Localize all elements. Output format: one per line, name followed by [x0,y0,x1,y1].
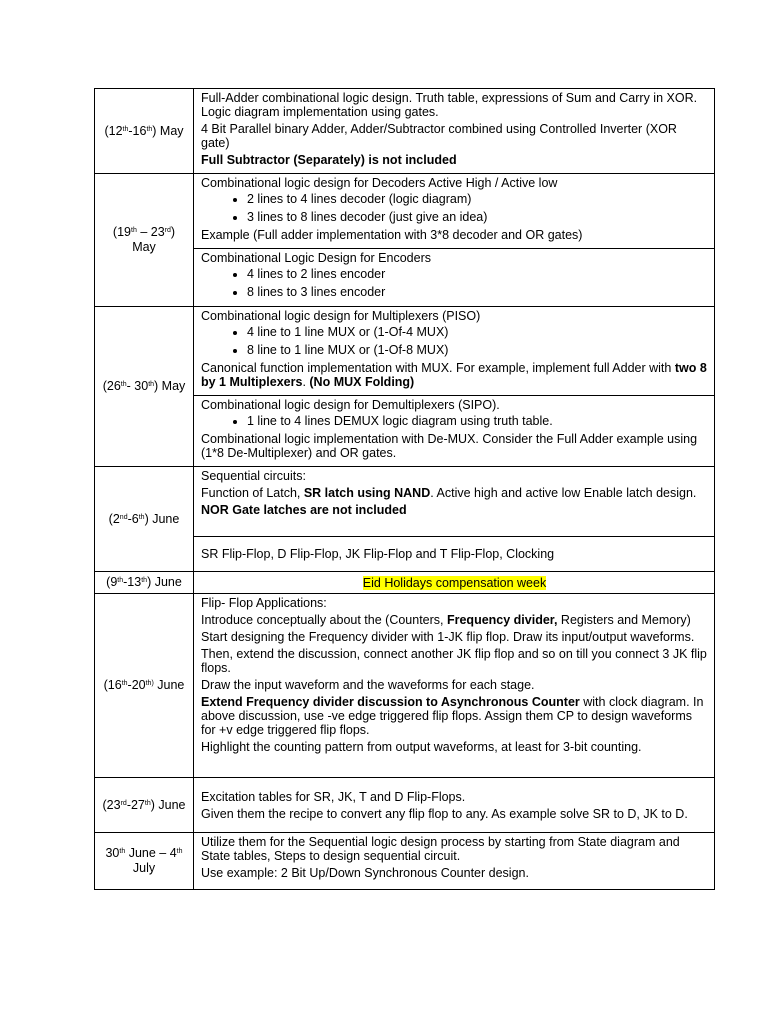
topic-bold-note: Full Subtractor (Separately) is not included [201,153,457,167]
topic-text: Canonical function implementation with MUX. For example, implement full Adder with [201,361,675,375]
topic-text: Flip- Flop Applications: [201,596,327,610]
topic-text: Combinational logic design for Decoders Active High / Active low [201,176,558,190]
date-text: -16 [128,123,147,138]
date-sup: th [146,125,153,133]
date-text: June [153,678,185,692]
topic-cell [194,572,715,594]
topic-text: Registers and Memory) [557,613,691,627]
date-sup: th [119,848,126,855]
topic-text: Combinational Logic Design for Encoders [201,251,431,265]
topic-cell [194,89,715,174]
topic-text: Then, extend the discussion, connect another JK flip flop and so on till you connect 3 JK flip flops. [201,647,707,675]
topic-cell [194,249,715,307]
topic-cell [194,396,715,467]
table-row [95,778,715,833]
topic-bold-note: Frequency divider, [446,613,558,627]
date-sup: th [122,125,129,133]
week-date-cell [95,778,194,833]
date-sup: th [144,799,151,807]
date-sup: nd [119,513,128,521]
week-date-cell [95,307,194,467]
date-text: -13 [123,575,142,589]
topic-cell [194,833,715,890]
date-text: (12 [104,123,123,138]
topic-text: Full-Adder combinational logic design. Truth table, expressions of Sum and Carry in XOR. Logic diagram implementation using gates. [201,91,698,119]
holiday-highlight-text: Eid Holidays compensation week [362,575,547,590]
topic-bold-note: NOR Gate latches are not included [201,503,407,517]
date-text: (9 [106,575,118,589]
week-date-cell [95,572,194,594]
topic-text: . [302,375,310,389]
date-text: – 23 [136,225,165,239]
date-sup: th [141,577,148,584]
week-date-cell [95,594,194,778]
date-text: July [132,861,156,875]
table-row [95,307,715,396]
date-text: -20 [127,678,146,692]
date-text: -27 [126,797,145,812]
list-item: • 4 lines to 2 lines encoder [247,267,708,281]
date-text: June – 4 [125,846,177,860]
topic-bullet-list [201,192,708,224]
topic-text: Introduce conceptually about the (Counters, [201,613,447,627]
date-sup: rd [120,799,127,807]
date-text: -6 [127,511,139,526]
topic-text: SR Flip-Flop, D Flip-Flop, JK Flip-Flop and T Flip-Flop, Clocking [201,547,555,561]
list-item: • 8 lines to 3 lines encoder [247,285,708,299]
date-text: (2 [108,511,120,526]
list-item: • 2 lines to 4 lines decoder (logic diagram) [247,192,708,206]
topic-cell [194,467,715,537]
topic-cell [194,174,715,249]
date-text: ) June [150,797,186,812]
date-sup: th [148,381,155,388]
topic-text: Utilize them for the Sequential logic design process by starting from State diagram and State tables, Steps to design sequential circuit. [201,835,680,863]
date-sup: th [120,381,127,388]
topic-text: Draw the input waveform and the waveforms for each stage. [201,678,535,692]
date-text: May [132,240,156,254]
topic-text: Use example: 2 Bit Up/Down Synchronous Counter design. [201,866,529,880]
date-sup: th [121,680,128,687]
date-text: (19 [112,225,131,239]
date-text: ) June [144,511,180,526]
date-sup: th) [145,680,154,687]
week-date-cell [95,467,194,572]
topic-cell [194,307,715,396]
table-row [95,594,715,778]
syllabus-schedule-table [94,88,715,890]
topic-text: Highlight the counting pattern from output waveforms, at least for 3-bit counting. [201,740,642,754]
topic-text: Function of Latch, [201,486,304,500]
date-text: ) June [147,575,182,589]
topic-text: Given them the recipe to convert any flip flop to any. As example solve SR to D, JK to D. [201,806,688,821]
table-row [95,174,715,249]
topic-cell [194,594,715,778]
table-row [95,572,715,594]
topic-bold-note: two 8 by 1 Multiplexers [201,361,707,389]
date-sup: th [117,577,124,584]
list-item: • 3 lines to 8 lines decoder (just give an idea) [247,210,708,224]
topic-cell [194,778,715,833]
topic-text: Sequential circuits: [201,469,306,483]
topic-text: Combinational logic design for Multiplexers (PISO) [201,309,481,323]
date-text: ) [170,225,176,239]
date-text: (26 [102,379,121,393]
topic-text: Excitation tables for SR, JK, T and D Flip-Flops. [201,789,466,804]
date-text: (23 [102,797,121,812]
table-row [95,833,715,890]
date-text: (16 [103,678,122,692]
week-date-cell [95,89,194,174]
topic-text: Combinational logic design for Demultiplexers (SIPO). [201,398,500,412]
topic-bold-note: Extend Frequency divider discussion to Asynchronous Counter [201,695,580,709]
date-sup: th [131,227,137,234]
topic-bullet-list [201,325,708,357]
topic-bold-note: (No MUX Folding) [309,375,415,389]
topic-text: with clock diagram. In above discussion, use -ve edge triggered flip flops. Assign them CP to design waveforms for +v edge triggered flip flops. [201,695,704,737]
date-text: 30 [105,846,120,860]
topic-bullet-list [201,267,708,299]
date-sup: th [138,513,145,521]
topic-text: 4 Bit Parallel binary Adder, Adder/Subtractor combined using Controlled Inverter (XOR gate) [201,122,677,150]
date-text: ) May [152,123,184,138]
date-sup: rd [164,227,171,234]
table-row [95,89,715,174]
topic-cell [194,537,715,572]
topic-bullet-list [201,414,708,428]
topic-text: . Active high and active low Enable latch design. [430,486,697,500]
list-item: • 4 line to 1 line MUX or (1-Of-4 MUX) [247,325,708,339]
topic-text: Combinational logic implementation with De-MUX. Consider the Full Adder example using (1*8 De-Multiplexer) and OR gates. [201,432,698,460]
week-date-cell [95,174,194,307]
topic-text: Start designing the Frequency divider with 1-JK flip flop. Draw its input/output waveforms. [201,630,695,644]
date-sup: th [176,848,183,855]
table-row [95,467,715,537]
list-item: • 1 line to 4 lines DEMUX logic diagram using truth table. [247,414,708,428]
topic-bold-note: SR latch using NAND [303,486,431,500]
week-date-cell [95,833,194,890]
list-item: • 8 line to 1 line MUX or (1-Of-8 MUX) [247,343,708,357]
date-text: - 30 [126,379,149,393]
date-text: ) May [154,379,186,393]
topic-text: Example (Full adder implementation with 3*8 decoder and OR gates) [201,228,583,242]
